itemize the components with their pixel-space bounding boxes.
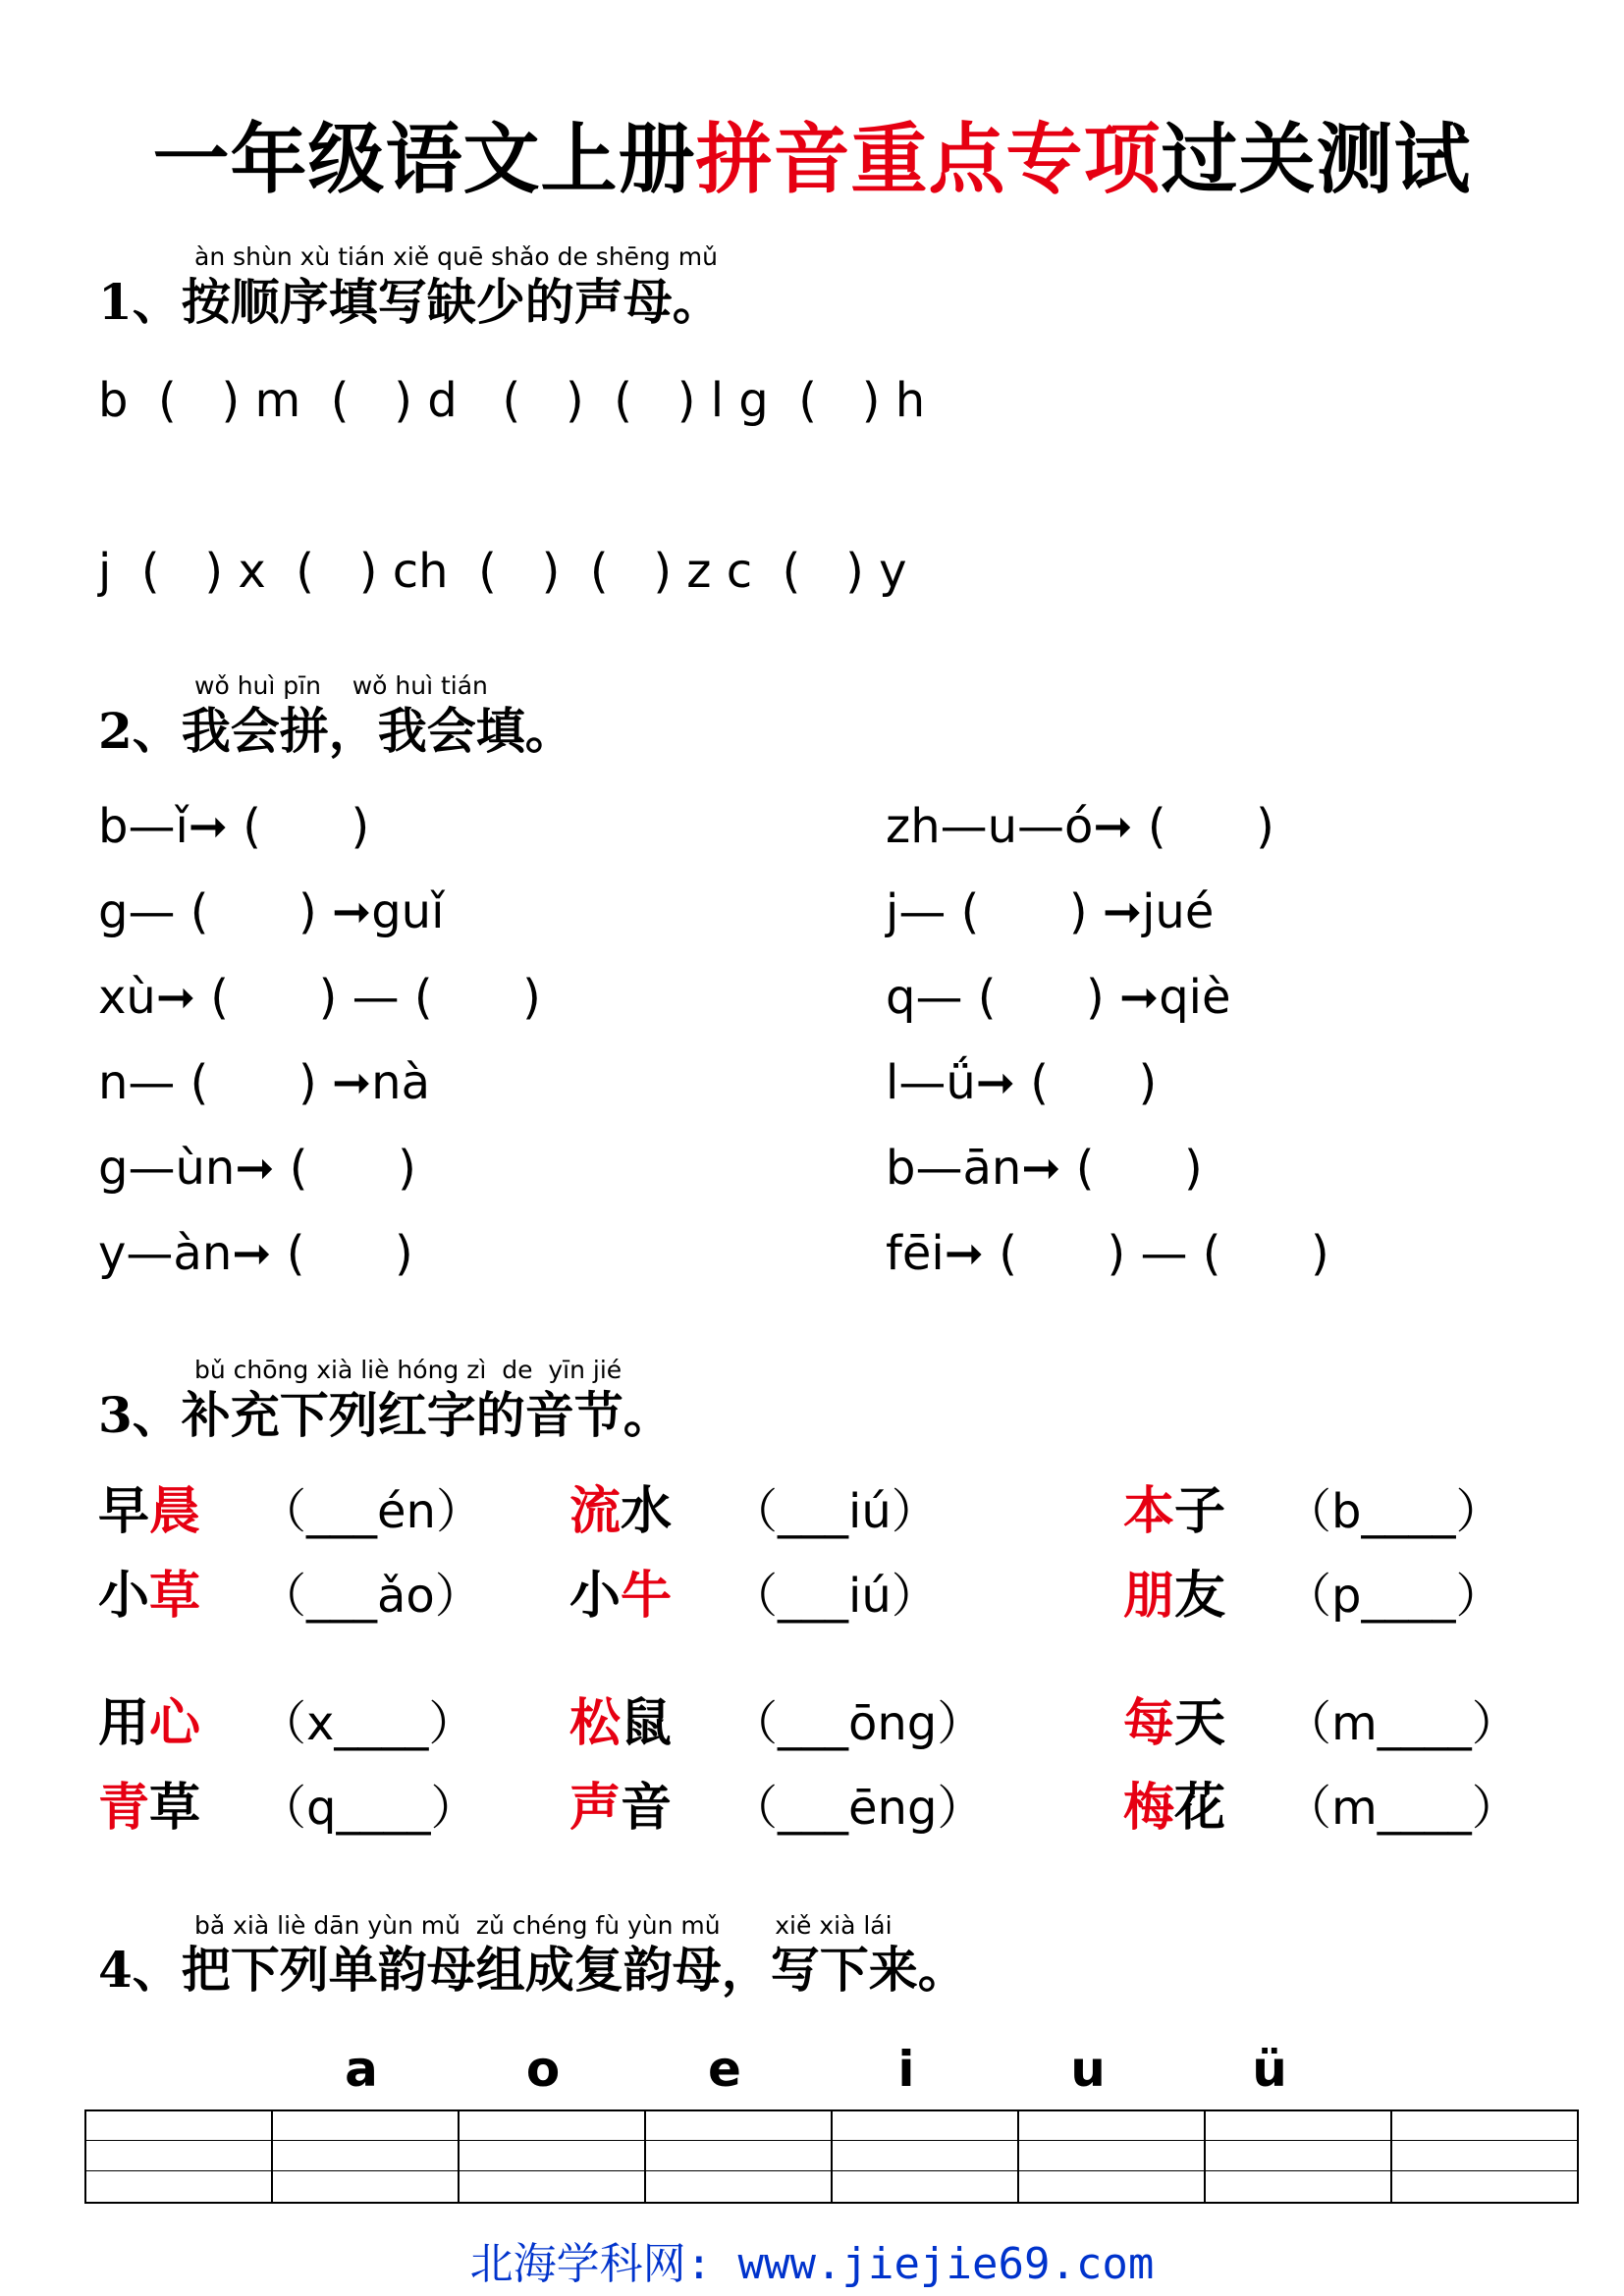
item-char-2: 天 xyxy=(1174,1693,1226,1753)
section-2-left-6[interactable]: y—àn➞ ( ) xyxy=(98,1226,413,1281)
section-2-right-3[interactable]: q— ( ) ➞qiè xyxy=(886,970,1231,1025)
section-1-pinyin: àn shùn xù tián xiě quē shǎo de shēng mǔ xyxy=(194,242,718,271)
section-3-item xyxy=(1123,1567,1225,1627)
section-2-left-2[interactable]: g— ( ) ➞guǐ xyxy=(98,884,445,939)
section-3-pinyin: bǔ chōng xià liè hóng zì de yīn jié xyxy=(194,1356,623,1384)
section-3-number: 3、 xyxy=(98,1386,182,1444)
section-2-right-4[interactable]: l—ǘ➞ ( ) xyxy=(886,1055,1158,1110)
item-blank[interactable]: （___iú） xyxy=(731,1569,939,1624)
item-char-2: 草 xyxy=(149,1778,201,1838)
item-blank[interactable]: （m____） xyxy=(1284,1696,1519,1751)
item-char-1-red: 青 xyxy=(98,1778,150,1838)
item-char-1-red: 松 xyxy=(569,1693,622,1753)
item-blank[interactable]: （x____） xyxy=(259,1696,476,1751)
vowel-a: a xyxy=(345,2041,378,2098)
section-3-item xyxy=(98,1567,200,1627)
section-4-pinyin: bǎ xià liè dān yùn mǔ zǔ chéng fù yùn mǔ xiě xià lái xyxy=(194,1911,893,1940)
item-char-1-red: 梅 xyxy=(1123,1778,1175,1838)
grid-cell[interactable] xyxy=(1017,2109,1206,2202)
item-char-2: 花 xyxy=(1174,1778,1226,1838)
section-2-left-3[interactable]: xù➞ ( ) — ( ) xyxy=(98,970,541,1025)
vowel-o: o xyxy=(525,2041,561,2098)
section-3-item xyxy=(98,1694,200,1754)
section-3-heading xyxy=(98,1386,673,1445)
section-3-text: 补充下列红字的音节。 xyxy=(181,1386,673,1444)
section-2-right-1[interactable]: zh—u—ó➞ ( ) xyxy=(886,799,1274,854)
section-2-right-2[interactable]: j— ( ) ➞jué xyxy=(886,884,1215,939)
section-1-row-2[interactable]: j ( ) x ( ) ch ( ) ( ) z c ( ) y xyxy=(98,544,907,599)
item-blank[interactable]: （b____） xyxy=(1284,1484,1503,1539)
section-1-heading xyxy=(98,273,722,332)
item-char-2: 水 xyxy=(621,1481,673,1541)
item-blank[interactable]: （___ōng） xyxy=(731,1696,985,1751)
title-part2: 拼音重点专项 xyxy=(695,115,1162,204)
section-3-item xyxy=(1123,1779,1225,1839)
item-char-1: 小 xyxy=(98,1566,150,1626)
item-char-1-red: 朋 xyxy=(1123,1566,1175,1626)
section-2-left-5[interactable]: g—ùn➞ ( ) xyxy=(98,1141,416,1196)
section-3-item xyxy=(98,1482,200,1542)
item-char-1: 小 xyxy=(569,1566,622,1626)
title-part3: 过关测试 xyxy=(1161,115,1472,204)
vowel-i: i xyxy=(897,2041,915,2098)
section-3-item xyxy=(98,1779,200,1839)
item-blank[interactable]: （p____） xyxy=(1284,1569,1503,1624)
section-4-heading xyxy=(98,1941,967,2000)
item-char-2-red: 草 xyxy=(149,1566,201,1626)
section-2-number: 2、 xyxy=(98,702,182,760)
item-blank[interactable]: （___én） xyxy=(259,1484,483,1539)
item-char-1: 早 xyxy=(98,1481,150,1541)
section-3-item xyxy=(569,1694,672,1754)
item-char-2-red: 晨 xyxy=(149,1481,201,1541)
item-char-1-red: 声 xyxy=(569,1778,622,1838)
section-2-pinyin: wǒ huì pīn wǒ huì tián xyxy=(194,671,488,700)
section-2-right-5[interactable]: b—ān➞ ( ) xyxy=(886,1141,1203,1196)
section-3-item xyxy=(569,1779,672,1839)
item-char-2: 子 xyxy=(1174,1481,1226,1541)
vowel-e: e xyxy=(708,2041,741,2098)
section-4-text: 把下列单韵母组成复韵母，写下来。 xyxy=(181,1941,967,1999)
page-title xyxy=(0,116,1624,204)
item-char-1-red: 本 xyxy=(1123,1481,1175,1541)
section-1-text: 按顺序填写缺少的声母。 xyxy=(181,273,722,331)
section-4-number: 4、 xyxy=(98,1941,182,1999)
grid-cell[interactable] xyxy=(831,2109,1019,2202)
answer-writing-grid[interactable] xyxy=(84,2109,1577,2202)
item-blank[interactable]: （q____） xyxy=(259,1781,478,1836)
grid-cell[interactable] xyxy=(1204,2109,1392,2202)
section-2-heading xyxy=(98,702,574,761)
section-2-left-1[interactable]: b—ǐ➞ ( ) xyxy=(98,799,370,854)
grid-cell[interactable] xyxy=(271,2109,460,2202)
item-blank[interactable]: （___ǎo） xyxy=(259,1569,482,1624)
item-char-1-red: 每 xyxy=(1123,1693,1175,1753)
title-part1: 一年级语文上册 xyxy=(152,115,696,204)
section-2-right-6[interactable]: fēi➞ ( ) — ( ) xyxy=(886,1226,1329,1281)
section-2-left-4[interactable]: n— ( ) ➞nà xyxy=(98,1055,430,1110)
section-2-text: 我会拼，我会填。 xyxy=(181,702,574,760)
item-char-2: 音 xyxy=(621,1778,673,1838)
section-3-item xyxy=(1123,1694,1225,1754)
item-blank[interactable]: （m____） xyxy=(1284,1781,1519,1836)
item-char-1-red: 流 xyxy=(569,1481,622,1541)
item-blank[interactable]: （___ēng） xyxy=(731,1781,985,1836)
item-char-2-red: 牛 xyxy=(621,1566,673,1626)
section-3-item xyxy=(569,1482,672,1542)
item-char-2: 鼠 xyxy=(621,1693,673,1753)
section-1-number: 1、 xyxy=(98,273,182,331)
vowel-umlaut-u: ü xyxy=(1252,2041,1287,2098)
item-char-2: 友 xyxy=(1174,1566,1226,1626)
section-3-item xyxy=(569,1567,672,1627)
grid-cell[interactable] xyxy=(458,2109,646,2202)
vowel-u: u xyxy=(1070,2041,1106,2098)
item-blank[interactable]: （___iú） xyxy=(731,1484,939,1539)
footer-website: 北海学科网: www.jiejie69.com xyxy=(469,2239,1155,2289)
grid-cell[interactable] xyxy=(644,2109,833,2202)
section-1-row-1[interactable]: b ( ) m ( ) d ( ) ( ) l g ( ) h xyxy=(98,373,926,428)
grid-cell[interactable] xyxy=(1390,2109,1579,2202)
section-3-item xyxy=(1123,1482,1225,1542)
item-char-1: 用 xyxy=(98,1693,150,1753)
item-char-2-red: 心 xyxy=(149,1693,201,1753)
